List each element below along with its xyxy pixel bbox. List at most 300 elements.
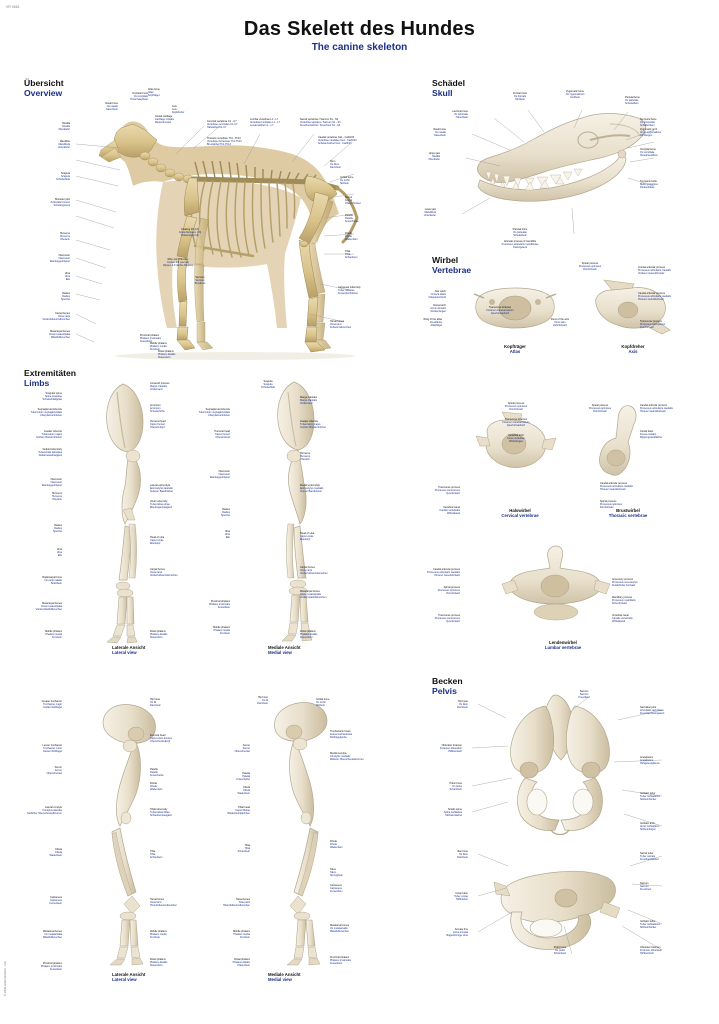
anatomy-label-en: Sternum — [195, 276, 205, 279]
anatomy-label — [148, 258, 208, 267]
anatomy-label-de: Processus accessorius — [612, 581, 638, 585]
anatomy-label-de: Os ilium — [330, 163, 340, 167]
anatomy-label-en: Transverse process — [438, 486, 460, 489]
section-limbs-de: Extremitäten — [24, 368, 77, 378]
anatomy-label-de: Phalanx media — [150, 345, 167, 349]
anatomy-label-de: Wirbelkanal — [612, 620, 626, 624]
anatomy-label — [210, 470, 230, 479]
anatomy-label-de: Processus spinosus — [600, 503, 623, 507]
anatomy-label-de: Wadenbeinköpfchen — [227, 812, 250, 816]
section-skull-de: Schädel — [432, 78, 465, 88]
anatomy-label-de: Bogenförmige Linie — [446, 934, 468, 938]
anatomy-label — [213, 626, 230, 635]
anatomy-label-de: Tuberositas tibiae — [150, 811, 170, 815]
anatomy-label-de: Querfortsatz — [446, 492, 460, 496]
anatomy-label-de: Cartilago costalis — [155, 118, 175, 122]
anatomy-label — [570, 404, 630, 413]
anatomy-label-de: Schläfenbein — [640, 124, 655, 128]
anatomy-label-de: Mittlerer Oberschenkelknorren — [330, 758, 364, 762]
side-copyright: © 2011 Erler-Zimmer · ruh — [3, 961, 7, 996]
anatomy-label-de: Hinterhauptbein — [130, 98, 148, 102]
anatomy-label-de: Processus articularis caudalis — [600, 485, 633, 489]
anatomy-label — [49, 330, 70, 339]
anatomy-label-de: Radius — [222, 511, 230, 515]
caption-thoracic-en: Thoracic vertebrae — [608, 513, 648, 519]
anatomy-label — [427, 568, 460, 577]
anatomy-label-de: Hinterer Gelenkfortsatz — [434, 574, 460, 578]
anatomy-label-de: Foramen transversarium — [486, 309, 514, 313]
anatomy-label-de: Foramen obturatum — [440, 747, 462, 751]
anatomy-label — [41, 962, 62, 971]
anatomy-label-de: Os nasale — [434, 131, 446, 135]
anatomy-label-de: Vorderrand — [150, 388, 163, 392]
anatomy-label-de: Wadenbein — [345, 238, 358, 242]
anatomy-label-de: Condylus lateralis — [42, 809, 62, 813]
anatomy-label-de: Os parietale — [513, 231, 527, 235]
anatomy-label — [435, 486, 460, 495]
anatomy-label — [330, 730, 352, 739]
anatomy-label — [300, 420, 326, 429]
anatomy-label-en: Vertebral arch — [508, 434, 524, 437]
caption-front-lateral — [112, 645, 145, 655]
anatomy-label-de: Vorderer Gelenkfortsatz — [638, 272, 665, 276]
anatomy-label-de: Zusätzlicher Fortsatz — [612, 584, 636, 588]
anatomy-label-de: Processus articularis caudalis — [638, 295, 671, 299]
caption-lumbar — [508, 640, 618, 650]
anatomy-label-de: Schienbein — [237, 850, 250, 854]
anatomy-label-de: Phalanx distalis — [150, 961, 168, 965]
anatomy-label-en: Tympanic bulla — [640, 180, 657, 183]
caption-axis — [588, 344, 678, 354]
anatomy-label-de: Kreuzbeinwirbel / Kreuzbein S1 - S3 — [300, 124, 341, 128]
anatomy-label — [444, 808, 462, 817]
anatomy-label — [640, 118, 657, 127]
anatomy-label-de: Dens axis — [554, 321, 566, 325]
anatomy-label-en: Fibula — [330, 840, 337, 843]
anatomy-label — [172, 105, 184, 114]
caption-lumbar-de: Lendenwirbel — [549, 640, 577, 645]
anatomy-label-de: Trochanter minor — [43, 747, 62, 751]
anatomy-label-de: Olecranon — [58, 257, 70, 261]
anatomy-label-de: Schulterblattgräte — [42, 398, 62, 402]
anatomy-label-de: Oberarmkopf — [150, 426, 165, 430]
anatomy-label-en: Vertebral canal — [443, 506, 460, 509]
anatomy-label-de: Elle — [225, 536, 230, 540]
anatomy-label-de: Foramen obturatum — [640, 949, 662, 953]
anatomy-label-en: Femur — [242, 744, 250, 747]
anatomy-label-de: Schambein — [449, 788, 462, 792]
anatomy-label-de: Kronbein — [51, 636, 62, 640]
anatomy-label-en: Fibula — [345, 232, 352, 235]
anatomy-label-en: Scapula — [60, 172, 70, 175]
anatomy-label — [330, 924, 349, 933]
anatomy-label — [300, 396, 317, 405]
anatomy-label — [640, 430, 662, 439]
anatomy-label-de: Klauenbein — [300, 636, 313, 640]
section-vertebrae-de: Wirbel — [432, 255, 459, 265]
anatomy-label — [439, 506, 460, 515]
anatomy-label-en: Mamillary process — [612, 596, 633, 599]
anatomy-label — [150, 404, 165, 413]
anatomy-label-en: Carpal bones — [300, 566, 315, 569]
anatomy-label-de: Ossa carpi — [58, 315, 70, 319]
anatomy-label-de: Tuberculum supraglenoidale — [198, 411, 230, 415]
anatomy-label-en: Metacarpal bones — [50, 330, 70, 333]
anatomy-label-de: Wadenbein — [150, 788, 163, 792]
anatomy-label — [435, 614, 460, 623]
anatomy-label-de: Linea arcuata — [452, 931, 468, 935]
anatomy-label-en: Sciatic spine — [447, 808, 462, 811]
anatomy-label-en: Transverse process — [438, 614, 460, 617]
anatomy-label-de: Kniescheibe — [345, 220, 359, 224]
anatomy-label-de: Fibula — [55, 851, 62, 855]
anatomy-label-de: Nasenbein — [106, 108, 118, 112]
anatomy-label-en: Ulnar tuberosity — [150, 500, 168, 503]
anatomy-label-de: Fovea costalis — [640, 433, 656, 437]
anatomy-label-en: Tibia — [244, 844, 250, 847]
anatomy-label-en: Pubic bone — [553, 946, 567, 949]
anatomy-label-en: Dorsal arch — [433, 304, 446, 307]
anatomy-label-en: Deltoid tuberosity — [42, 448, 62, 451]
anatomy-label-en: Scapular spine — [45, 392, 62, 395]
anatomy-label-de: Os ilii — [150, 701, 157, 705]
anatomy-label — [490, 240, 550, 249]
anatomy-label-en: Carpal bones — [150, 568, 165, 571]
anatomy-label-en: Medial condyle — [330, 752, 347, 755]
anatomy-label-en: Tibial tuberosity — [150, 808, 168, 811]
anatomy-label-de: Axis — [172, 108, 177, 112]
anatomy-label — [429, 290, 446, 299]
anatomy-label-en: Tarsal bones — [235, 898, 250, 901]
anatomy-label-en: Caudal articular process — [433, 568, 460, 571]
anatomy-label — [486, 402, 546, 411]
caption-hind-medial-en: Medial view — [268, 977, 292, 983]
anatomy-label — [345, 196, 360, 205]
anatomy-label-de: Nasenbein — [434, 134, 446, 138]
anatomy-label-de: Strahlbein — [50, 582, 62, 586]
anatomy-label-de: Hinterfußwurzelknochen — [223, 904, 250, 908]
anatomy-label-de: Phalanx distalis — [158, 353, 176, 357]
anatomy-label-de: Fersenbein — [330, 890, 343, 894]
caption-front-medial-de: Mediale Ansicht — [268, 645, 301, 650]
anatomy-label-de: Sitzbeinhöcker — [640, 798, 657, 802]
anatomy-label-de: Kronbein — [239, 936, 250, 940]
anatomy-label — [449, 782, 462, 791]
anatomy-label — [209, 600, 230, 609]
anatomy-label-de: Seitlicher Oberschenkelknorren — [27, 812, 62, 816]
corner-code: VR 0661 — [6, 5, 20, 9]
anatomy-label-de: Darmbein — [457, 706, 468, 710]
anatomy-label-de: Humerus — [59, 235, 70, 239]
anatomy-label-en: Humerus — [59, 232, 70, 235]
anatomy-label-en: Lumbar vertebrae L1 - L7 — [250, 118, 279, 121]
anatomy-label-de: Processus articularis caudalis — [427, 571, 460, 575]
anatomy-label — [233, 958, 250, 967]
anatomy-label — [199, 408, 230, 417]
anatomy-label-en: Sacrum — [640, 882, 649, 885]
anatomy-label — [345, 250, 357, 259]
caption-lumbar-en: Lumbar vertebrae — [544, 645, 582, 651]
anatomy-label-de: Tuber sacrale — [640, 855, 656, 859]
anatomy-label-en: Ulna — [224, 530, 230, 533]
anatomy-label — [640, 852, 659, 861]
anatomy-label-en: Ischiatic tuber — [640, 920, 656, 923]
anatomy-label-de: Kronbein — [219, 632, 230, 636]
anatomy-label-en: Distal phalanx — [158, 350, 174, 353]
anatomy-label-de: Phalanx media — [233, 933, 250, 937]
anatomy-label-de: Vorderfußwurzelknochen — [300, 572, 328, 576]
anatomy-label-de: Trochanter major — [43, 703, 62, 707]
anatomy-label-de: Hinterfußwurzelknochen — [150, 904, 177, 908]
anatomy-label — [53, 524, 62, 533]
anatomy-label-en: Patella — [150, 768, 158, 771]
anatomy-label — [51, 198, 70, 207]
anatomy-label-en: Spinal process — [600, 500, 617, 503]
anatomy-label-de: Mandibula — [424, 211, 436, 215]
anatomy-label-en: Spinal process — [591, 404, 609, 407]
caption-axis-de: Kopfdreher — [621, 344, 645, 349]
caption-hind-lateral-en: Lateral view — [112, 977, 137, 983]
anatomy-label-de: Flügeleinschnitt — [428, 296, 446, 300]
anatomy-label-en: Mandible — [59, 140, 70, 143]
anatomy-label — [640, 920, 660, 929]
anatomy-label — [640, 882, 651, 891]
anatomy-label — [452, 110, 468, 119]
anatomy-label-de: Wirbelkanal — [446, 512, 460, 516]
anatomy-label-de: Phalanx media — [213, 629, 230, 633]
anatomy-label-de: Arcus vertebrae — [507, 437, 525, 441]
anatomy-label-de: Tuber calcanei — [338, 289, 355, 293]
anatomy-label — [150, 630, 167, 639]
anatomy-label — [250, 118, 280, 127]
anatomy-label-de: Epicondylus medialis — [300, 487, 324, 491]
anatomy-label-de: Speiche — [52, 530, 62, 534]
anatomy-label-de: Oberarm — [300, 458, 310, 462]
anatomy-label-de: Mittelfußknochen — [50, 336, 70, 340]
anatomy-label-en: Proximal phalanx — [42, 962, 62, 965]
anatomy-label-de: Tuber ischiadicum — [640, 795, 661, 799]
anatomy-label — [150, 930, 167, 939]
anatomy-label-en: Nasal bone — [433, 128, 446, 131]
anatomy-label-de: Oberarm — [52, 498, 62, 502]
anatomy-label — [486, 434, 546, 443]
anatomy-label-de: Caput humeri — [150, 423, 166, 427]
anatomy-label — [31, 408, 62, 417]
anatomy-label-de: Hüfthöcker — [455, 898, 468, 902]
anatomy-label — [330, 752, 364, 761]
anatomy-label — [61, 292, 70, 301]
anatomy-label-en: Olecranon — [50, 478, 62, 481]
anatomy-label — [150, 958, 167, 967]
anatomy-label — [150, 850, 162, 859]
anatomy-label — [330, 868, 343, 877]
anatomy-label-de: Phalanx proximalis — [209, 603, 230, 607]
anatomy-label — [490, 92, 550, 101]
anatomy-label-de: Ellenkopf — [150, 542, 161, 546]
anatomy-label — [221, 508, 230, 517]
anatomy-label-de: Femur — [54, 769, 62, 773]
anatomy-label-de: Phalanx media — [150, 933, 167, 937]
anatomy-label-de: Schienbein — [150, 856, 163, 860]
anatomy-label-de: Ossa metacarpalia — [300, 593, 321, 597]
anatomy-label — [300, 566, 328, 575]
anatomy-label-en: Transverse foramen — [504, 418, 528, 421]
anatomy-label-de: Vertebrae thoracicae Th1-Th13 — [207, 140, 242, 144]
anatomy-label-en: Atlas bone — [148, 88, 160, 91]
anatomy-label-de: Tuber coxae — [454, 895, 468, 899]
anatomy-label — [225, 530, 230, 539]
anatomy-label-de: Rippengelenkfläche — [640, 436, 662, 440]
anatomy-label — [42, 700, 62, 709]
anatomy-label-de: Kopfträger — [148, 94, 160, 98]
anatomy-label — [45, 630, 62, 639]
anatomy-label-de: Scapula — [60, 175, 70, 179]
anatomy-label-en: Frontal bone — [512, 92, 528, 95]
anatomy-label-de: Ossa metacarpalia — [41, 605, 62, 609]
anatomy-label-en: Scapula — [263, 380, 273, 383]
anatomy-label-en: Hip bone — [257, 696, 268, 699]
anatomy-label-de: Oberkiefer — [58, 128, 70, 132]
anatomy-label-en: Ischiatic tuber — [640, 792, 656, 795]
anatomy-label — [457, 850, 468, 859]
anatomy-label-de: Rippen 1-9 (Echte Rippen) — [163, 264, 193, 268]
anatomy-label-de: Caput humeri — [214, 433, 230, 437]
anatomy-label-de: Epicondylus lateralis — [150, 487, 173, 491]
anatomy-label-de: Processus articularis caudalis — [640, 407, 673, 411]
anatomy-label — [227, 806, 250, 815]
anatomy-label-de: Os temporale — [640, 121, 656, 125]
anatomy-label — [38, 448, 62, 457]
anatomy-label-en: Head of ulna — [150, 536, 165, 539]
anatomy-label-de: Ellenbogenhöcker — [209, 476, 230, 480]
anatomy-label-en: Proximal phalanx — [210, 600, 230, 603]
anatomy-label-en: Humerus — [51, 492, 62, 495]
anatomy-label-de: Radius — [62, 295, 70, 299]
anatomy-label — [440, 744, 462, 753]
anatomy-label — [49, 896, 62, 905]
anatomy-label-en: Parietal bone — [625, 96, 640, 99]
anatomy-label-en: Obturator foramen — [640, 946, 661, 949]
anatomy-label-de: Stirnbein — [515, 98, 525, 102]
anatomy-label-de: Großer Oberarmhöcker — [36, 436, 62, 440]
anatomy-label-de: Kniescheibe — [236, 778, 250, 782]
anatomy-label-de: Tibia — [345, 253, 351, 257]
anatomy-label — [318, 136, 357, 145]
anatomy-label — [150, 500, 172, 509]
anatomy-label-de: Darmbein — [257, 702, 268, 706]
anatomy-label — [58, 140, 70, 149]
anatomy-label-de: Bulla tympanica — [640, 183, 658, 187]
section-heading-limbs — [24, 368, 76, 388]
anatomy-label-de: Ossa carpi — [300, 569, 312, 573]
anatomy-label-de: Jochbogen — [640, 134, 653, 138]
anatomy-label-de: Patella — [242, 775, 250, 779]
caption-cervical-en: Cervical vertebrae — [501, 513, 539, 519]
anatomy-label — [490, 228, 550, 237]
anatomy-label-de: Vorderfußwurzelknochen — [42, 318, 70, 322]
anatomy-label-de: Ala atlantis — [429, 321, 442, 325]
anatomy-label-en: Acromion — [150, 404, 161, 407]
anatomy-label-de: Mittelfußknochen — [42, 936, 62, 940]
anatomy-label-en: Tibial head — [237, 806, 250, 809]
anatomy-label-de: Ulna — [56, 551, 62, 555]
anatomy-label-de: Fußwurzelknochen — [330, 326, 352, 330]
anatomy-label-de: Tränenbein — [455, 116, 468, 120]
anatomy-label-de: Arcus dorsalis — [430, 307, 446, 311]
anatomy-label-de: Spina scapulae — [44, 395, 62, 399]
anatomy-label-de: Ellenbogenrauigkeit — [150, 506, 172, 510]
anatomy-label-en: Distal phalanx — [150, 630, 166, 633]
anatomy-label — [338, 286, 361, 295]
anatomy-label-de: Os ischii — [316, 701, 326, 705]
anatomy-label-en: Metacarpal bones — [42, 602, 62, 605]
anatomy-label-en: Wing of the atlas — [423, 318, 442, 321]
anatomy-label-de: Fersenbeinhöcker — [338, 292, 359, 296]
anatomy-label — [454, 892, 468, 901]
anatomy-label — [214, 430, 230, 439]
anatomy-label-de: Fibula — [150, 785, 157, 789]
anatomy-label-en: Proximal phalanx — [140, 334, 160, 337]
anatomy-label-en: Zygomatic bone — [566, 90, 584, 93]
anatomy-label-en: Margo cranialis — [300, 396, 317, 399]
anatomy-label-en: Ilium — [330, 160, 336, 163]
caption-hind-lateral — [112, 972, 145, 982]
anatomy-label-en: Maxilla — [62, 122, 70, 125]
anatomy-label — [345, 232, 358, 241]
anatomy-label-de: Kreuzbein — [578, 696, 590, 700]
anatomy-label-de: Processus mamillaris — [612, 599, 636, 603]
anatomy-label-en: Tibia — [150, 850, 156, 853]
anatomy-label-en: Spinal process — [581, 262, 599, 265]
anatomy-label-de: Phalanx distalis — [300, 633, 318, 637]
anatomy-label-de: Oberschenkel — [234, 750, 250, 754]
section-pelvis-de: Becken — [432, 676, 463, 686]
anatomy-label-de: Processus transversus — [434, 617, 460, 621]
anatomy-label — [640, 792, 660, 801]
anatomy-label-de: Atlasflügel — [430, 324, 442, 328]
anatomy-label-de: Margo cranialis — [150, 385, 167, 389]
anatomy-label-de: Articulatio humeri — [50, 201, 70, 205]
anatomy-label — [257, 696, 268, 705]
anatomy-label — [130, 92, 148, 101]
anatomy-label-de: Schienbeinrauigkeit — [150, 814, 172, 818]
anatomy-label-en: Tarsal bones — [330, 320, 345, 323]
anatomy-label-de: Oberkiefer — [428, 158, 440, 162]
anatomy-label-de: Caput fibulae — [235, 809, 250, 813]
anatomy-label — [150, 808, 172, 817]
anatomy-label — [150, 898, 177, 907]
anatomy-label-en: Proximal phalanx — [330, 956, 350, 959]
anatomy-label-de: Processus spinosus — [588, 407, 612, 411]
anatomy-label-en: Parietal bone — [512, 228, 528, 231]
anatomy-label — [105, 102, 118, 111]
anatomy-label-en: Acetabulum — [640, 756, 654, 759]
anatomy-label — [457, 700, 468, 709]
anatomy-label-de: Fesselbein — [140, 340, 153, 344]
anatomy-label-de: Phalanx proximalis — [140, 337, 161, 341]
anatomy-label-de: Phalanx distalis — [150, 633, 168, 637]
anatomy-label-en: Supraglenoid tubercle — [37, 408, 62, 411]
anatomy-label — [600, 482, 633, 491]
anatomy-label-en: Trochanteric fossa — [330, 730, 351, 733]
anatomy-label-de: Ossa metacarpalia — [49, 333, 70, 337]
anatomy-label-de: Patella — [150, 771, 158, 775]
anatomy-label-en: Middle phalanx — [45, 630, 62, 633]
anatomy-label — [150, 382, 169, 391]
anatomy-label — [36, 602, 62, 611]
anatomy-label — [207, 120, 238, 129]
axis-figure — [588, 278, 678, 340]
